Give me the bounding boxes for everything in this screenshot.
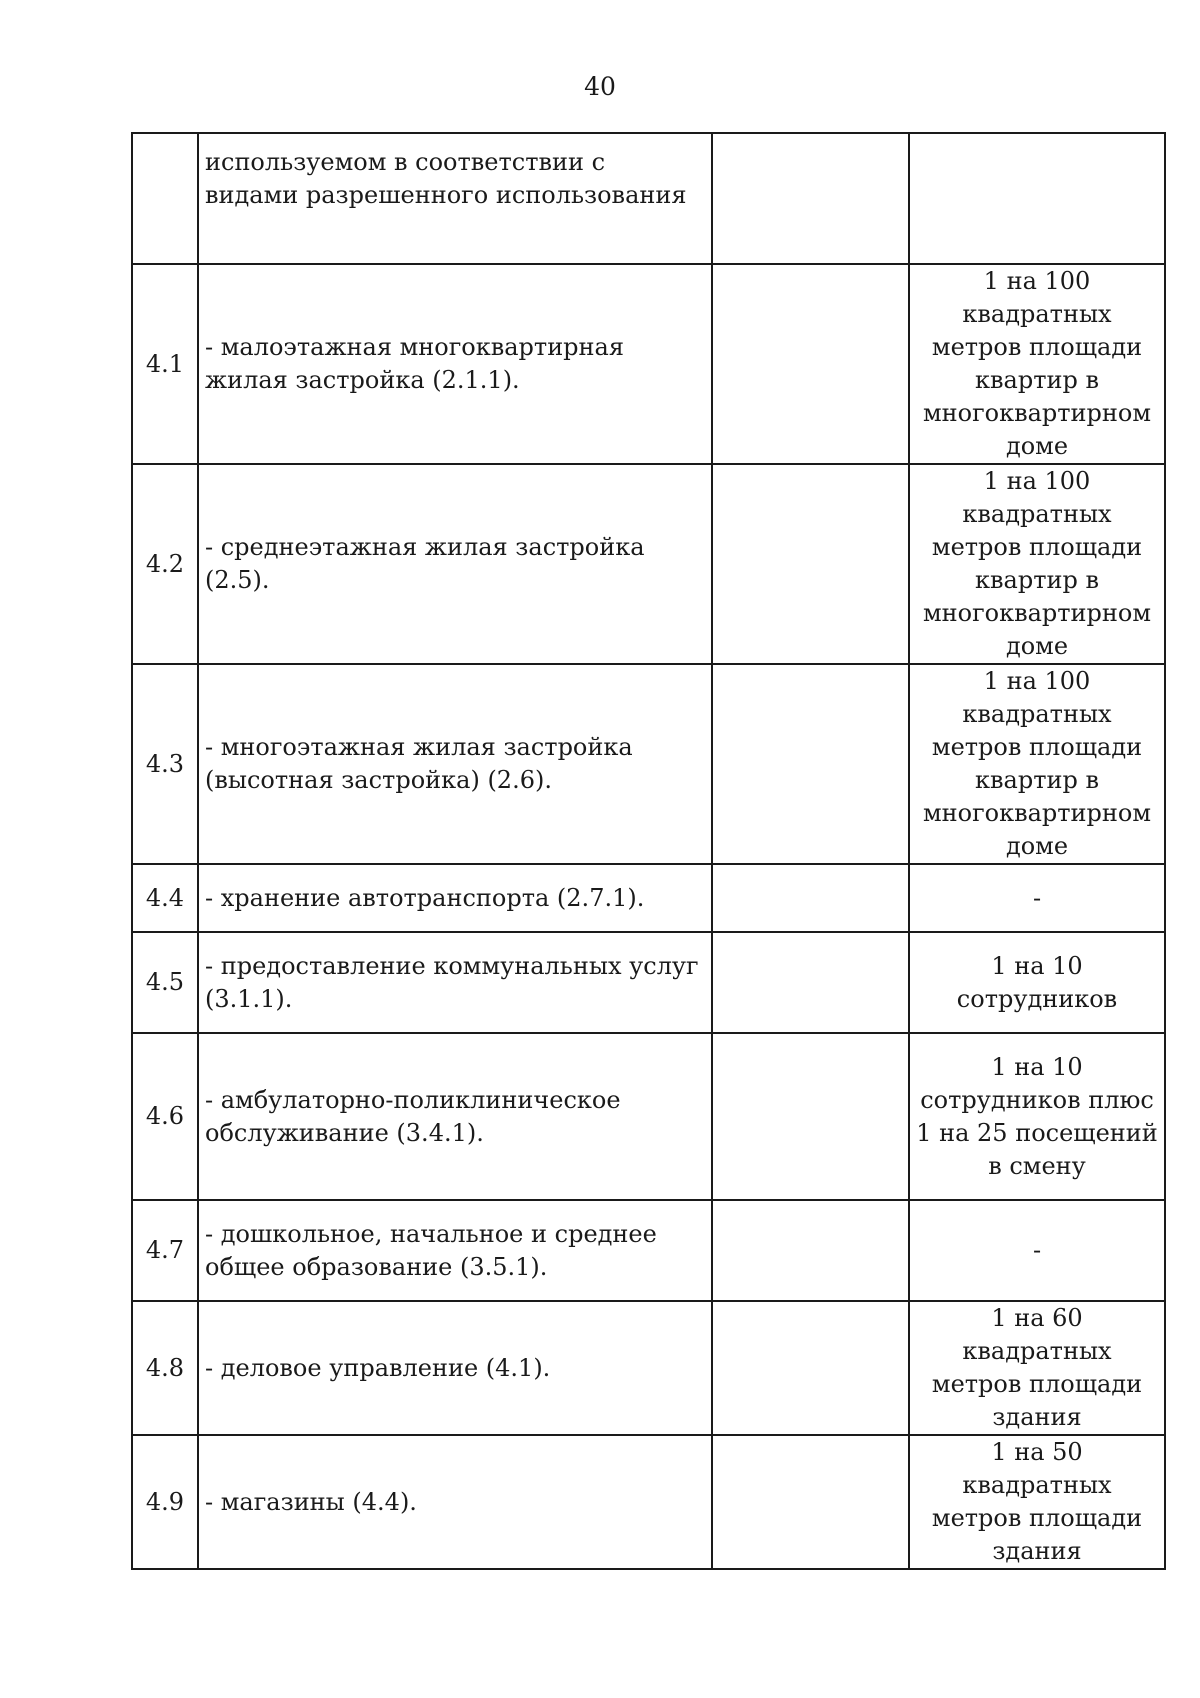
row-number-cell: 4.2 [132,464,198,664]
parking-norm-cell: - [909,864,1165,932]
parking-norms-table [131,132,1166,1570]
empty-cell [712,1435,909,1569]
land-use-type-cell: используемом в соответствии с видами разрешенного использования [198,133,712,264]
empty-cell [712,1200,909,1301]
table-row [132,664,1165,864]
land-use-type-cell: - деловое управление (4.1). [198,1301,712,1435]
table-row [132,932,1165,1033]
row-number-cell: 4.3 [132,664,198,864]
parking-norm-cell: 1 на 10 сотрудников плюс 1 на 25 посещений в смену [909,1033,1165,1200]
land-use-type-cell: - амбулаторно-поликлиническое обслуживание (3.4.1). [198,1033,712,1200]
table-row [132,1435,1165,1569]
table-row [132,1200,1165,1301]
table-row [132,1301,1165,1435]
parking-norm-cell [909,133,1165,264]
parking-norm-cell: 1 на 10 сотрудников [909,932,1165,1033]
land-use-type-cell: - магазины (4.4). [198,1435,712,1569]
row-number-cell: 4.8 [132,1301,198,1435]
table-row [132,1033,1165,1200]
land-use-type-cell: - предоставление коммунальных услуг (3.1.1). [198,932,712,1033]
land-use-type-cell: - среднеэтажная жилая застройка (2.5). [198,464,712,664]
table-row [132,464,1165,664]
table-row [132,264,1165,464]
parking-norm-cell: 1 на 100 квадратных метров площади квартир в многоквартирном доме [909,664,1165,864]
row-number-cell: 4.1 [132,264,198,464]
land-use-type-cell: - малоэтажная многоквартирная жилая застройка (2.1.1). [198,264,712,464]
parking-norm-cell: 1 на 50 квадратных метров площади здания [909,1435,1165,1569]
parking-norm-cell: 1 на 100 квадратных метров площади квартир в многоквартирном доме [909,464,1165,664]
parking-norm-cell: 1 на 100 квадратных метров площади квартир в многоквартирном доме [909,264,1165,464]
row-number-cell: 4.4 [132,864,198,932]
empty-cell [712,133,909,264]
parking-norm-cell: 1 на 60 квадратных метров площади здания [909,1301,1165,1435]
row-number-cell: 4.7 [132,1200,198,1301]
empty-cell [712,864,909,932]
land-use-type-cell: - дошкольное, начальное и среднее общее образование (3.5.1). [198,1200,712,1301]
land-use-type-cell: - многоэтажная жилая застройка (высотная застройка) (2.6). [198,664,712,864]
empty-cell [712,264,909,464]
row-number-cell: 4.6 [132,1033,198,1200]
parking-norm-cell: - [909,1200,1165,1301]
table-row [132,864,1165,932]
land-use-type-cell: - хранение автотранспорта (2.7.1). [198,864,712,932]
empty-cell [712,1033,909,1200]
empty-cell [712,664,909,864]
table-row [132,133,1165,264]
row-number-cell [132,133,198,264]
empty-cell [712,932,909,1033]
page-number: 40 [584,72,616,101]
row-number-cell: 4.5 [132,932,198,1033]
empty-cell [712,1301,909,1435]
row-number-cell: 4.9 [132,1435,198,1569]
empty-cell [712,464,909,664]
